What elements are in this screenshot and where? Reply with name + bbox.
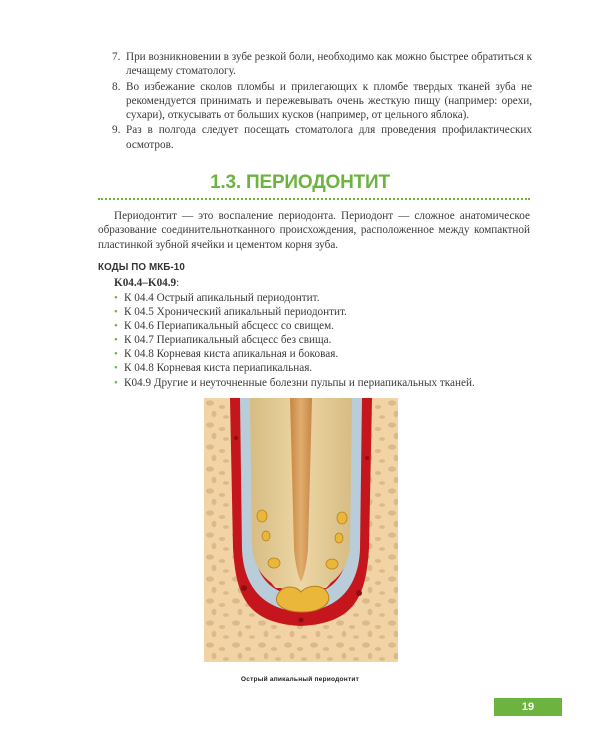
periapical-abscess (276, 586, 328, 612)
list-item-text: К 04.4 Острый апикальный периодонтит. (124, 292, 320, 304)
list-item-text: К 04.8 Корневая киста периапикальная. (124, 362, 313, 375)
list-item-text: К 04.5 Хронический апикальный периодонтит. (124, 306, 347, 319)
list-item-text: Раз в полгода следует посещать стоматолога для проведения профилактических осмотров. (126, 124, 532, 151)
icd-codes-heading: КОДЫ ПО МКБ-10 (98, 262, 185, 273)
list-item (114, 361, 534, 375)
bullet-icon: • (114, 334, 118, 347)
icd-codes-list (114, 291, 534, 390)
list-item-text: К04.9 Другие и неуточненные болезни пульпы и периапикальных тканей. (124, 376, 475, 389)
list-item-number: 9. (112, 124, 121, 137)
continued-numbered-list (112, 50, 532, 153)
list-item (114, 347, 534, 361)
list-item (114, 305, 534, 319)
section-title: 1.3. ПЕРИОДОНТИТ (210, 172, 390, 193)
bullet-icon: • (114, 348, 118, 361)
list-item-text: К 04.8 Корневая киста апикальная и боковая. (124, 348, 339, 361)
bullet-icon: • (114, 320, 118, 333)
list-item-number: 7. (112, 51, 121, 63)
list-item (112, 50, 532, 79)
definition-paragraph: Периодонтит — это воспаление периодонта. Периодонт — сложное анатомическое образование соединительнотканного происхождения, расположенное между компактной пластинкой зубной ячейки и цементом корня зуба. (98, 210, 530, 251)
icd-codes-range (114, 277, 179, 289)
figure-caption: Острый апикальный периодонтит (240, 676, 360, 683)
list-item (112, 80, 532, 123)
list-item (114, 319, 534, 333)
periodontitis-illustration (204, 398, 398, 662)
page-number: 19 (494, 698, 562, 716)
bullet-icon: • (114, 292, 118, 304)
bullet-icon: • (114, 376, 118, 389)
list-item (114, 291, 534, 305)
list-item (114, 333, 534, 347)
bullet-icon: • (114, 306, 118, 319)
bullet-icon: • (114, 362, 118, 375)
list-item-text: При возникновении в зубе резкой боли, необходимо как можно быстрее обратиться к лечащему стоматологу. (126, 51, 532, 78)
list-item (112, 123, 532, 152)
list-item-text: К 04.6 Периапикальный абсцесс со свищем. (124, 320, 334, 333)
list-item-text: К 04.7 Периапикальный абсцесс без свища. (124, 334, 332, 347)
list-item (114, 376, 534, 390)
list-item-text: Во избежание сколов пломбы и прилегающих к пломбе твердых тканей зуба не рекомендуется принимать и пережевывать очень жесткую пищу (например: орехи, сухари), откусывать от больших кусков (например, от цельного яблока). (126, 80, 532, 122)
list-item-number: 8. (112, 80, 121, 93)
dotted-divider (98, 198, 530, 200)
icd-range-value: K04.4–K04.9 (114, 277, 177, 289)
icd-range-suffix: : (176, 277, 180, 289)
